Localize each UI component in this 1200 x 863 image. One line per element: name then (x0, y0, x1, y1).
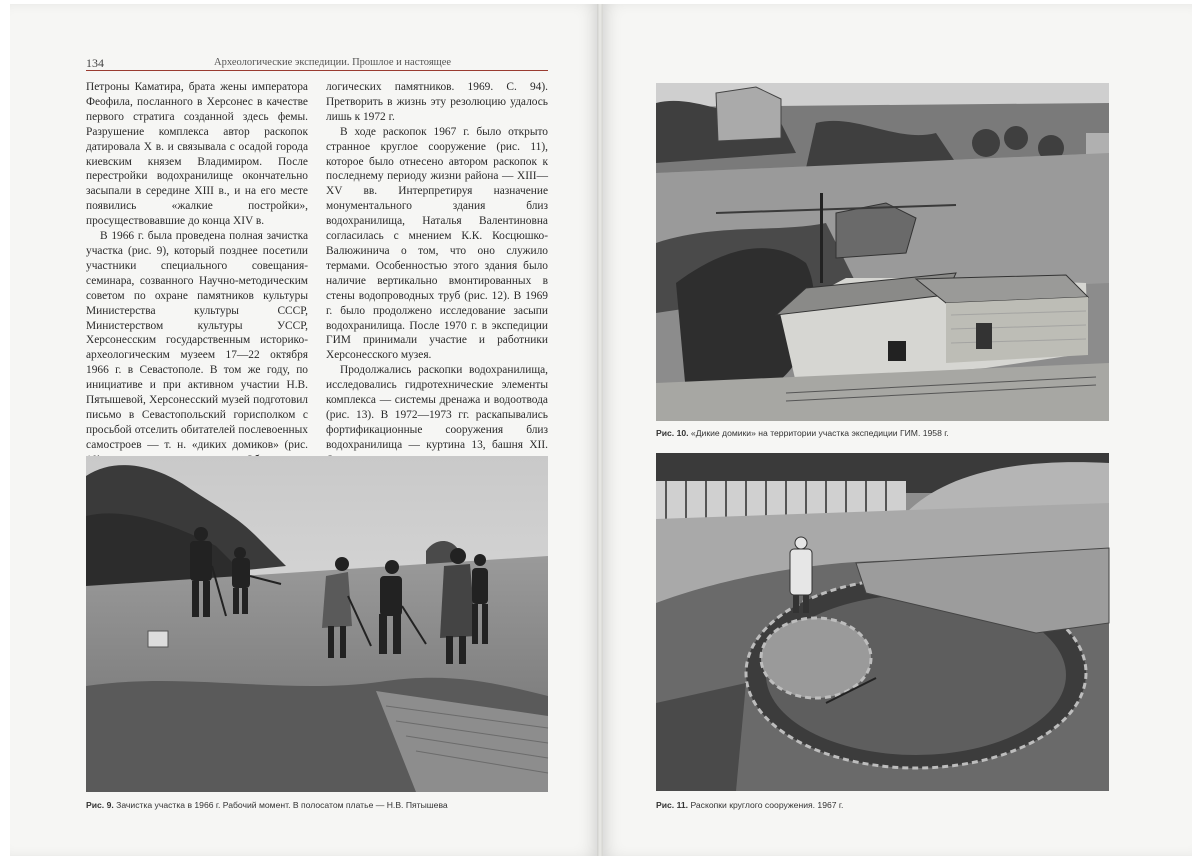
paragraph: В ходе раскопок 1967 г. было открыто странное круглое сооружение (рис. 11), которое было отнесено автором раскопок к последнему периоду жизни района — XIII—XV вв. Интерпретируя назначение монументального здания близ водохранилища, Наталья Валентиновна согласилась с мнением К.К. Косцюшко-Валюжинича о том, что оно служило термами. Особенностью этого здания было наличие вертикально вмонтированных в стены водопроводных труб (рис. 12). В 1969 г. было продолжено исследование засыпи водохранилища. После 1970 г. в экспедиции ГИМ принимали участие и работники Херсонесского музея. (326, 125, 548, 362)
book-spine (597, 4, 603, 856)
figure-11-caption (656, 800, 843, 810)
figure-11-label: Рис. 11. (656, 800, 689, 810)
figure-10-text: «Дикие домики» на территории участка экспедиции ГИМ. 1958 г. (690, 428, 949, 438)
figure-9-label: Рис. 9. (86, 800, 114, 810)
figure-10-photo (656, 83, 1109, 421)
figure-10-label: Рис. 10. (656, 428, 689, 438)
figure-11-text: Раскопки круглого сооружения. 1967 г. (690, 800, 844, 810)
page-number: 134 (86, 56, 104, 70)
running-head (86, 56, 548, 71)
paragraph: В 1966 г. была проведена полная зачистка участка (рис. 9), который позднее посетили участники специального совещания-семинара, созванного Научно-методическим советом по охране памятников культуры Министерства культуры СССР, Министерством культуры УССР, Херсонесским государственным историко-археологическим музеем 17—22 октября 1966 г. в Севастополе. В том же году, по инициативе и при активном участии Н.В. Пятышевой, Херсонесский музей подготовил письмо в Севастопольский горисполком с просьбой отселить обитателей послевоенных самостроев — т. н. «диких домиков» (рис. (86, 230, 308, 451)
text-column-2 (326, 80, 548, 451)
figure-10-caption (656, 428, 949, 438)
paragraph: логических памятников. 1969. С. 94). Претворить в жизнь эту резолюцию удалось лишь к 1972 г. (326, 81, 548, 123)
figure-9-text: Зачистка участка в 1966 г. Рабочий момент. В полосатом платье — Н.В. Пятышева (116, 800, 448, 810)
figure-9-photo (86, 456, 548, 792)
figure-9-caption (86, 800, 448, 810)
figure-11-photo (656, 453, 1109, 791)
paragraph: Продолжались раскопки водохранилища, исследовались гидротехнические элементы комплекса — системы дренажа и водоотвода (рис. 13). В 1972—1973 гг. раскапывались фортификационные сооружения близ водохранилища — куртина 13, башня XII. (326, 364, 548, 451)
running-title: Археологические экспедиции. Прошлое и настоящее (214, 57, 452, 68)
text-column-1 (86, 80, 308, 451)
paragraph: Петроны Каматира, брата жены императора Феофила, посланного в Херсонес в качестве первого стратига созданной здесь фемы. Разрушение комплекса автор раскопок датировала X в. и связывала с осадой города киевским князем Владимиром. После перестройки водохранилище окончательно засыпали в середине XIII в., и на его месте появились «жалкие постройки», просуществовавшие до конца XIV в. (86, 81, 308, 228)
